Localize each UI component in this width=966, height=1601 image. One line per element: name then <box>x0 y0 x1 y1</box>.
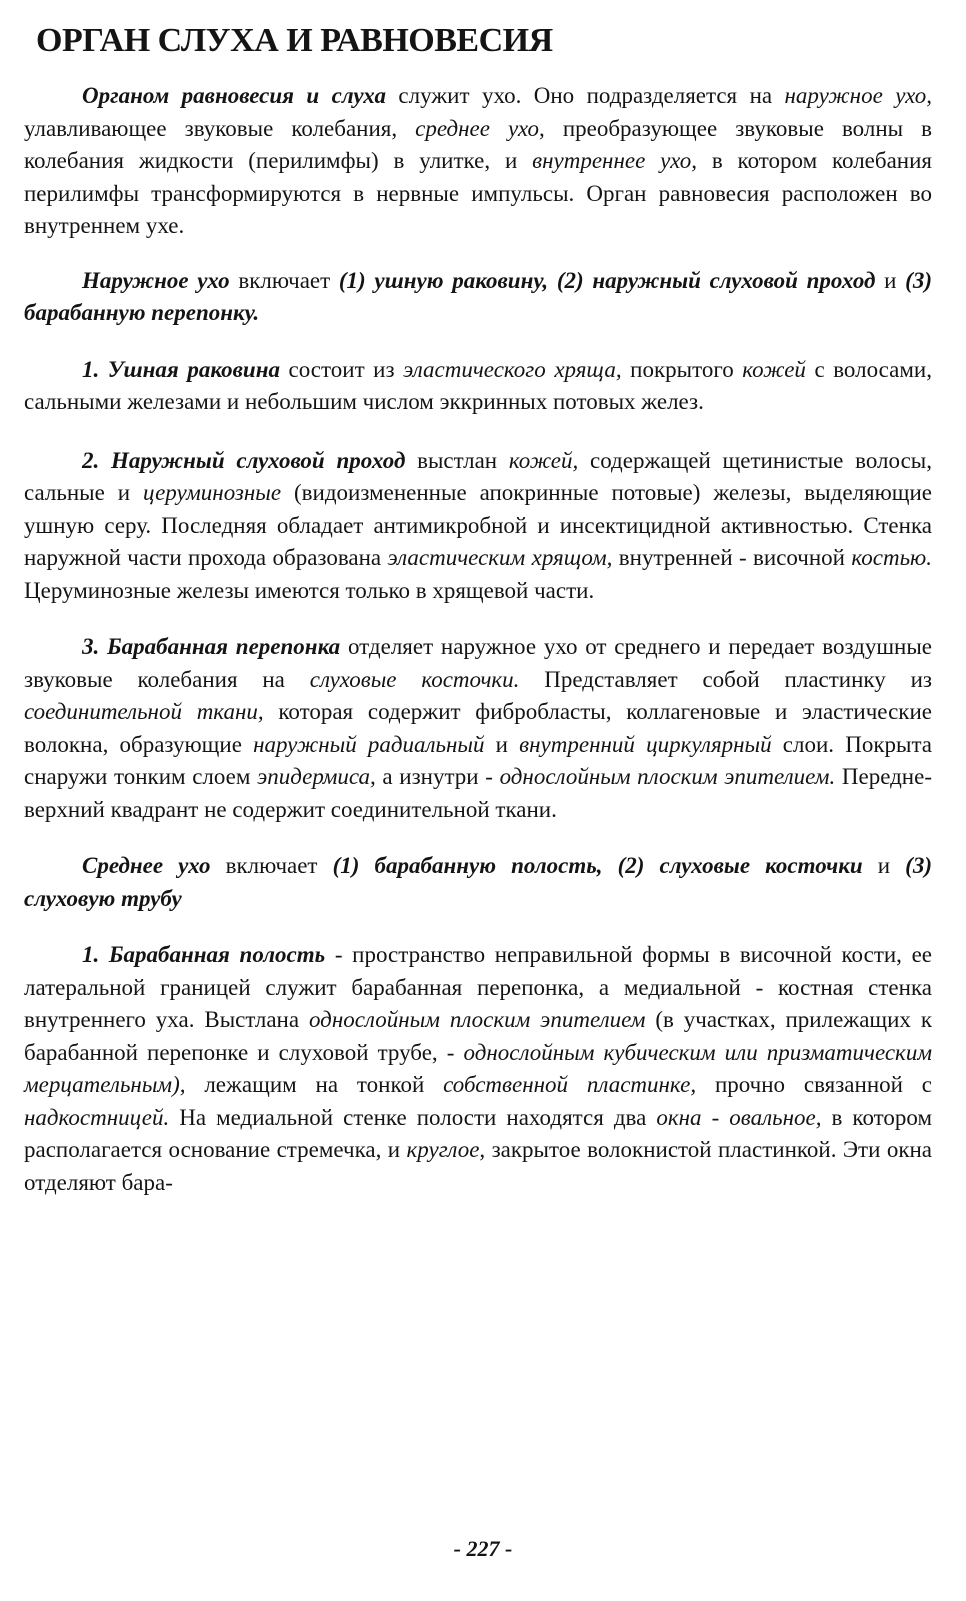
term-bold-italic: Органом равновесия и слуха <box>82 83 386 108</box>
text-run: Церуминозные железы имеются только в хрящевой части. <box>24 577 595 603</box>
text-run: (в участках, прилежащих к барабанной перепонке и слуховой трубе, - <box>24 1007 933 1065</box>
text-run: и <box>875 267 906 293</box>
paragraph-middle-ear <box>24 850 932 915</box>
text-run: внутренней - височной <box>612 545 852 570</box>
text-run: - пространство неправильной формы в височной кости, ее латеральной границей служит барабанная перепонка, а медиальной - костная стенка внутреннего уха. Выстлана <box>24 942 933 1032</box>
term-italic: кожей, <box>508 447 579 473</box>
text-run: (видоизмененные апокринные потовые) железы, выделяющие ушную серу. Последняя обладает антимикробной и инсектицидной активностью. Стенка наружной части прохода образована <box>24 480 932 570</box>
term-bold-italic: (3) слуховую трубу <box>24 853 932 911</box>
term-bold-italic: 1. Ушная раковина <box>82 356 280 382</box>
term-bold-italic: (1) барабанную полость, (2) слуховые косточки <box>332 853 863 878</box>
term-italic: кожей <box>742 356 806 382</box>
page-body <box>24 80 932 1199</box>
term-italic: внутренний циркулярный <box>519 731 772 757</box>
term-bold-italic: 2. Наружный слуховой проход <box>82 447 406 473</box>
term-italic: однослойным кубическим или призматическим мерцательным), <box>24 1039 932 1097</box>
text-run: состоит из <box>279 356 404 382</box>
text-run: слои. Покрыта снаружи тонким слоем <box>24 731 932 789</box>
text-run: лежащим на тонкой <box>185 1072 444 1097</box>
text-run: Представляет собой пластинку из <box>519 666 932 692</box>
term-bold-italic: 3. Барабанная перепонка <box>82 634 341 659</box>
paragraph-auricle <box>24 354 932 419</box>
term-italic: внутреннее ухо, <box>532 148 697 173</box>
term-italic: костью. <box>851 545 933 570</box>
page-title: ОРГАН СЛУХА И РАВНОВЕСИЯ <box>36 22 553 59</box>
text-run: которая содержит фибробласты, коллагеновые и эластические волокна, образующие <box>24 699 932 757</box>
term-italic: однослойным плоским эпителием. <box>499 764 836 789</box>
text-run: Передне-верхний квадрант не содержит соединительной ткани. <box>24 764 932 822</box>
term-italic: круглое, <box>406 1137 486 1162</box>
term-bold-italic: Наружное ухо <box>82 267 230 293</box>
text-run: улавливающее звуковые колебания, <box>24 115 416 141</box>
term-italic: собственной пластинке, <box>443 1072 697 1097</box>
text-run: с волосами, сальными железами и небольшим числом эккринных потовых желез. <box>24 356 932 414</box>
text-run: включает <box>229 267 339 293</box>
term-bold-italic: (3) барабанную перепонку. <box>24 267 932 325</box>
term-italic: наружное ухо, <box>784 83 932 108</box>
term-italic: среднее ухо, <box>415 115 545 141</box>
term-italic: эластического хряща, <box>403 356 622 382</box>
text-run: служит ухо. Оно подразделяется на <box>385 83 785 108</box>
paragraph-tympanic-cavity <box>24 939 932 1199</box>
term-italic: однослойным плоским эпителием <box>308 1007 646 1032</box>
paragraph-outer-ear <box>24 265 932 330</box>
text-run: преобразующее звуковые волны в колебания жидкости (перилимфы) в улитке, и <box>24 115 932 173</box>
text-run: содержащей щетинистые волосы, сальные и <box>24 447 933 505</box>
text-run: и <box>484 731 520 757</box>
term-italic: эластическим хрящом, <box>387 545 613 570</box>
term-italic: надкостницей. <box>24 1104 170 1130</box>
text-run: На медиальной стенке полости находятся два <box>169 1104 657 1130</box>
term-bold-italic: (1) ушную раковину, (2) наружный слуховой проход <box>338 267 876 293</box>
paragraph-eardrum <box>24 631 932 826</box>
text-run: а изнутри - <box>375 764 500 789</box>
text-run: покрытого <box>621 356 743 382</box>
term-italic: соединительной ткани, <box>24 699 264 724</box>
term-italic: эпидермиса, <box>257 764 376 789</box>
page-number: - 227 - <box>453 1536 513 1561</box>
term-bold-italic: 1. Барабанная полость <box>82 942 326 967</box>
text-run: включает <box>210 853 333 878</box>
text-run: в котором располагается основание стремечка, и <box>24 1104 933 1162</box>
paragraph-ear-canal <box>24 445 932 608</box>
paragraph-intro <box>24 80 932 243</box>
term-italic: слуховые косточки. <box>309 666 520 692</box>
term-bold-italic: Среднее ухо <box>82 853 211 878</box>
text-run: выстлан <box>405 447 509 473</box>
text-run: и <box>862 853 906 878</box>
term-italic: наружный радиальный <box>253 731 485 757</box>
text-run: прочно связанной с <box>696 1072 932 1097</box>
term-italic: церуминозные <box>143 480 282 505</box>
text-run: отделяет наружное ухо от среднего и передает воздушные звуковые колебания на <box>24 634 933 692</box>
text-run: в котором колебания перилимфы трансформируются в нервные импульсы. Орган равновесия расположен во внутреннем ухе. <box>24 148 932 238</box>
term-italic: окна - овальное, <box>656 1104 822 1130</box>
text-run: закрытое волокнистой пластинкой. Эти окна отделяют бара- <box>24 1137 933 1195</box>
